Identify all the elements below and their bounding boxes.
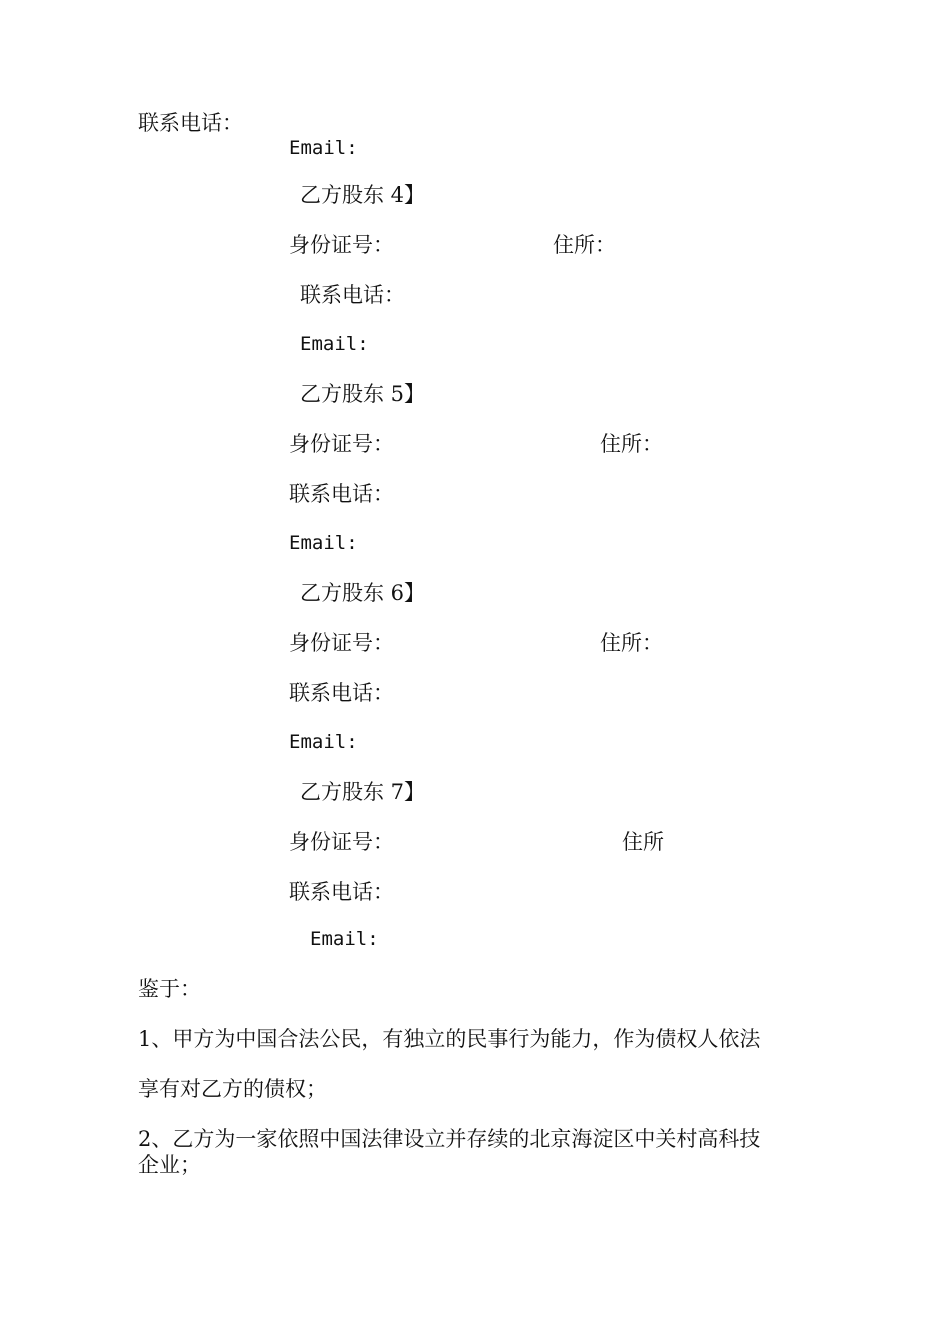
shareholder-7-id-label: 身份证号： [289, 830, 394, 854]
shareholder-5-phone-label: 联系电话： [289, 482, 394, 506]
shareholder-5-email-label: Email: [289, 532, 358, 554]
shareholder-7-address-label: 住所 [622, 830, 664, 854]
shareholder-6-email-label: Email: [289, 731, 358, 753]
shareholder-4-heading: 乙方股东 4】 [300, 183, 426, 207]
shareholder-7-heading: 乙方股东 7】 [300, 780, 426, 804]
shareholder-4-email-label: Email: [300, 333, 369, 355]
shareholder-6-address-label: 住所： [600, 631, 663, 655]
whereas-clause-1-line-1: 1、甲方为中国合法公民，有独立的民事行为能力，作为债权人依法 [138, 1027, 761, 1051]
email-label: Email: [289, 137, 358, 159]
shareholder-6-heading: 乙方股东 6】 [300, 581, 426, 605]
contact-phone-label: 联系电话： [138, 111, 243, 135]
shareholder-4-address-label: 住所： [553, 233, 616, 257]
shareholder-6-phone-label: 联系电话： [289, 681, 394, 705]
whereas-heading: 鉴于： [138, 977, 201, 1001]
shareholder-7-email-label: Email: [310, 928, 379, 950]
shareholder-4-phone-label: 联系电话： [300, 283, 405, 307]
shareholder-4-id-label: 身份证号： [289, 233, 394, 257]
shareholder-5-id-label: 身份证号： [289, 432, 394, 456]
shareholder-6-id-label: 身份证号： [289, 631, 394, 655]
whereas-clause-1-line-2: 享有对乙方的债权； [138, 1077, 327, 1101]
whereas-clause-2-line-2: 企业； [138, 1153, 201, 1177]
shareholder-7-phone-label: 联系电话： [289, 880, 394, 904]
shareholder-5-address-label: 住所： [600, 432, 663, 456]
shareholder-5-heading: 乙方股东 5】 [300, 382, 426, 406]
whereas-clause-2-line-1: 2、乙方为一家依照中国法律设立并存续的北京海淀区中关村高科技 [138, 1127, 761, 1151]
